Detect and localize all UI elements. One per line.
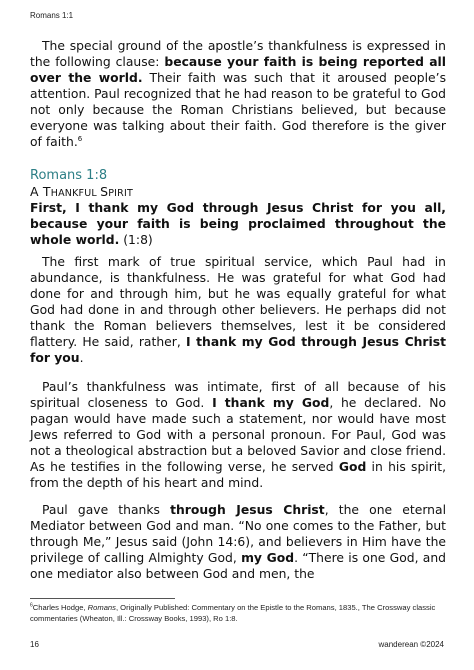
footnote-italic: Romans [87,603,116,612]
paragraph-thankfulness [30,254,446,366]
running-head: Romans 1:1 [30,11,74,20]
para4-text-1: Paul gave thanks [42,503,171,517]
footnote-text-1: Charles Hodge, [32,603,88,612]
footnote-marker[interactable]: 6 [77,134,83,143]
verse-bold: First, I thank my God through Jesus Christ for you all, because your faith is being proclaimed throughout the whole world. [30,201,446,247]
section-title-end: PIRIT [108,188,133,199]
para1-bold-1: because your faith is being reported all over the world. [30,55,447,85]
para4-text-3: . “There is one God, and one mediator also between God and men, the [30,551,446,581]
page-number: 16 [30,640,39,649]
paragraph-mediator [30,502,446,582]
verse-text [30,200,446,248]
paragraph-intimate [30,379,446,491]
verse-ref: (1:8) [119,233,153,247]
footnote-divider [30,598,175,599]
para3-text-2: , he declared. No pagan would have made such a statement, nor would have most Jews referred to God with a personal pronoun. For Paul, God was not a theological abstraction but a beloved Savior and close friend. As he testifies in the following verse, he served [30,396,446,474]
footnote-number: 6 [30,602,33,609]
section-reference: Romans 1:8 [30,168,108,183]
para4-text-2: , the one eternal Mediator between God and man. “No one comes to the Father, but through Me,” Jesus said (John 14:6), and believers in Him have the privilege of calling Almighty God, [30,503,446,565]
section-title [30,184,133,199]
para2-text-1: The first mark of true spiritual service, which Paul had in abundance, is thankfulness. He was grateful for what God had done for and through him, but he was equally grateful for what God had done in and through other believers. He perhaps did not thank the Roman believers themselves, lest it be considered flattery. He said, rather, [30,255,446,349]
para3-bold-2: God [338,460,367,474]
para3-text-3: in his spirit, from the depth of his heart and mind. [30,460,446,490]
footnote-text-2: , Originally Published: Commentary on the Epistle to the Romans, 1835., The Crossway classic commentaries (Wheaton, Ill.: Crossway Books, 1993), Ro 1:8. [30,603,436,623]
section-title-first: A T [30,184,51,199]
para4-bold-1: through Jesus Christ [170,503,325,517]
copyright: wanderean ©2024 [378,640,444,649]
para3-text-1: Paul’s thankfulness was intimate, first of all because of his spiritual closeness to God. [30,380,446,410]
para3-bold-1: I thank my God [212,396,330,410]
section-title-s: S [100,184,109,199]
para1-text-2: Their faith was such that it aroused people’s attention. Paul recognized that he had reason to be grateful to God not only because the Roman Christians believed, but because everyone was talking about their faith. God therefore is the giver of faith. [30,71,446,149]
paragraph-faith-reported [30,38,446,150]
section-title-rest: HANKFUL [50,188,101,199]
para2-bold-1: I thank my God through Jesus Christ for you [30,335,446,365]
para4-bold-2: my God [241,551,295,565]
para2-text-2: . [79,351,84,365]
para1-text-1: The special ground of the apostle’s thankfulness is expressed in the following clause: [30,39,446,69]
footnote [30,602,446,624]
